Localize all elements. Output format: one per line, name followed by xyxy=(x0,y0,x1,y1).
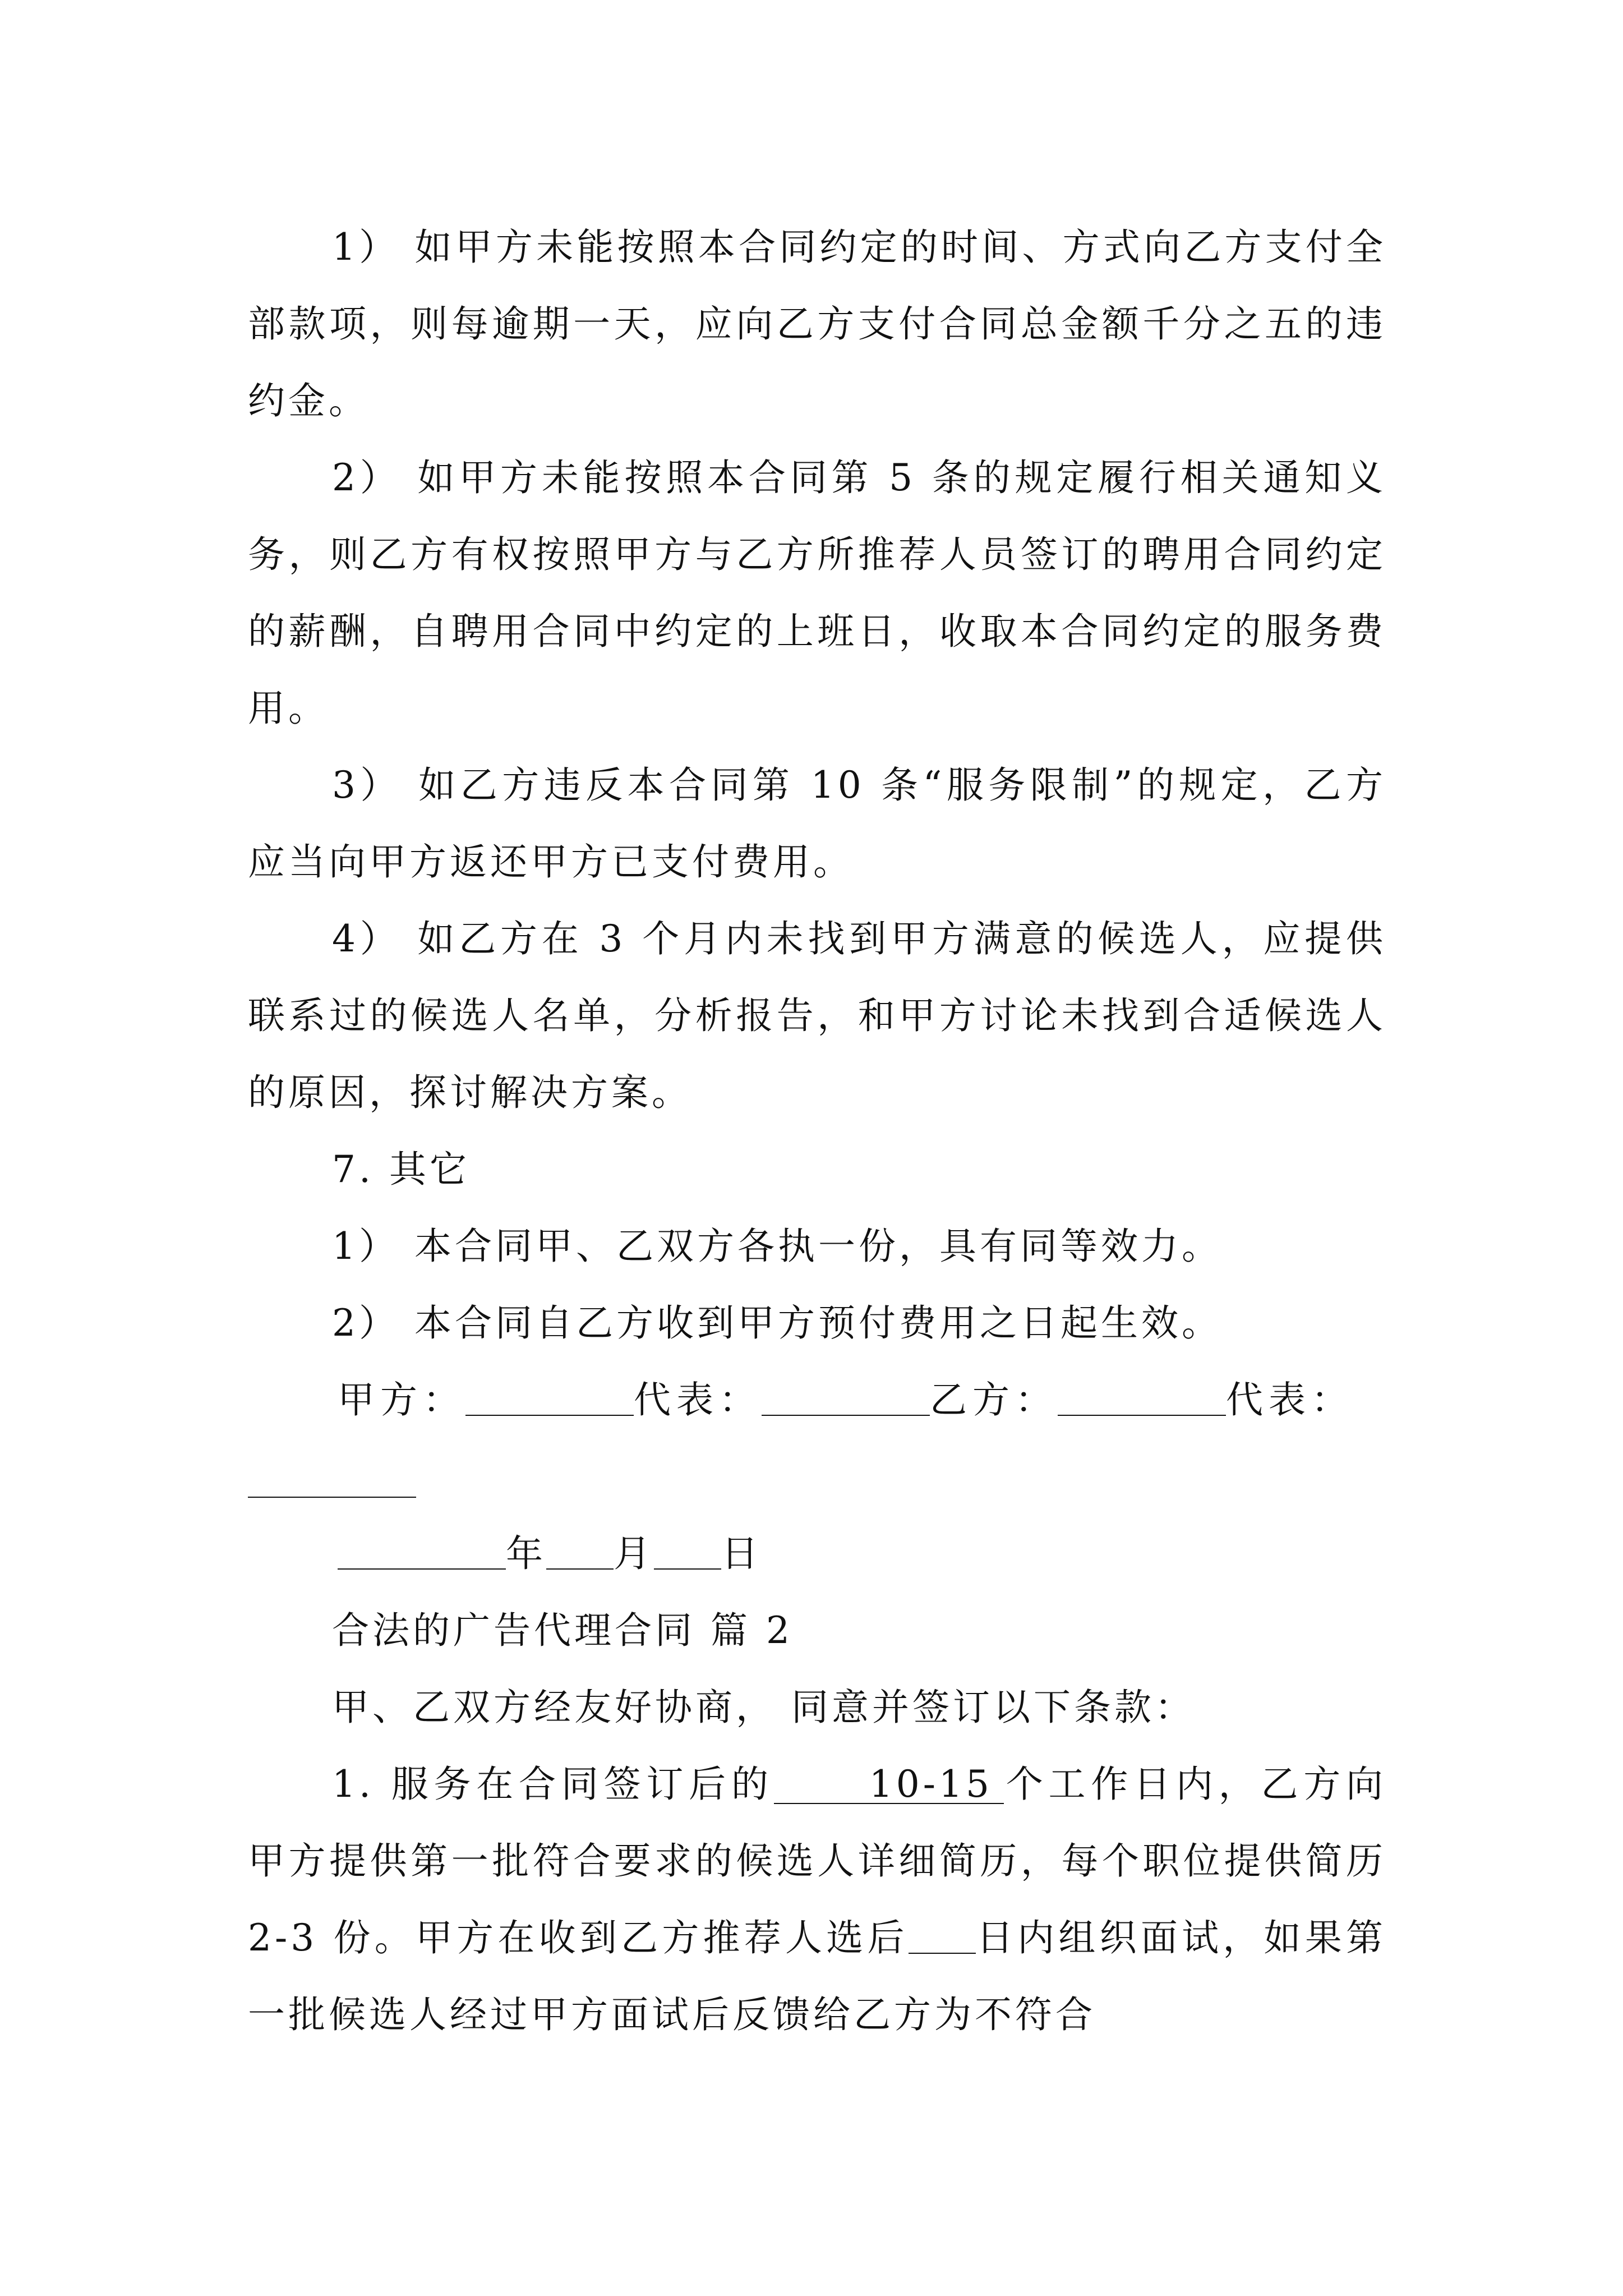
month-label: 月 xyxy=(614,1532,654,1575)
clause-1-text-middle: 个工作日内，乙方向甲方提供第一批符合要求的候选人详细简历，每个职位提供简历 2-3 份。甲方在收到乙方推荐人选后 xyxy=(248,1763,1387,1959)
party-b-label: 乙方： xyxy=(930,1378,1058,1421)
working-days-value: 10-15 xyxy=(774,1766,1004,1804)
representative-label-1: 代表： xyxy=(634,1378,762,1421)
clause-1-paragraph xyxy=(248,1746,1386,2053)
year-label: 年 xyxy=(506,1532,546,1575)
signature-line-continuation xyxy=(248,1438,1386,1515)
paragraph-7-1: 1） 本合同甲、乙双方各执一份，具有同等效力。 xyxy=(332,1225,1222,1268)
paragraph-6-4: 4） 如乙方在 3 个月内未找到甲方满意的候选人，应提供联系过的候选人名单，分析报告，和甲方讨论未找到合适候选人的原因，探讨解决方案。 xyxy=(248,917,1386,1114)
day-label: 日 xyxy=(721,1532,762,1575)
clause-1-text-end: 日内组织面试，如果第一批候选人经过甲方面试后反馈给乙方为不符合 xyxy=(248,1916,1386,2036)
day-blank xyxy=(654,1533,721,1570)
paragraph-6-3: 3） 如乙方违反本合同第 10 条“服务限制”的规定，乙方应当向甲方返还甲方已支付费用。 xyxy=(248,763,1386,884)
month-blank xyxy=(546,1533,614,1570)
intro-paragraph: 甲、乙双方经友好协商， 同意并签订以下条款： xyxy=(332,1686,1195,1729)
clause-1-text-start: 1. 服务在合同签订后的 xyxy=(332,1763,774,1806)
party-a-blank xyxy=(465,1379,634,1416)
interview-days-blank xyxy=(909,1917,976,1954)
party-a-label: 甲方： xyxy=(338,1378,465,1421)
document-body xyxy=(248,209,1386,2053)
representative-label-2: 代表： xyxy=(1226,1378,1354,1421)
signature-line xyxy=(248,1361,1386,1438)
paragraph-6-2: 2） 如甲方未能按照本合同第 5 条的规定履行相关通知义务，则乙方有权按照甲方与乙方所推荐人员签订的聘用合同约定的薪酬，自聘用合同中约定的上班日，收取本合同约定的服务费用。 xyxy=(248,456,1386,730)
section-title: 合法的广告代理合同 篇 2 xyxy=(332,1609,793,1652)
paragraph-7-2: 2） 本合同自乙方收到甲方预付费用之日起生效。 xyxy=(332,1301,1222,1345)
year-blank xyxy=(338,1533,506,1570)
party-b-blank xyxy=(1058,1379,1226,1416)
paragraph-6-1: 1） 如甲方未能按照本合同约定的时间、方式向乙方支付全部款项，则每逾期一天，应向乙方支付合同总金额千分之五的违约金。 xyxy=(248,226,1386,422)
representative-blank-2 xyxy=(248,1461,416,1498)
date-line xyxy=(248,1515,1386,1592)
representative-blank-1 xyxy=(762,1379,930,1416)
heading-section-7: 7. 其它 xyxy=(332,1148,470,1191)
